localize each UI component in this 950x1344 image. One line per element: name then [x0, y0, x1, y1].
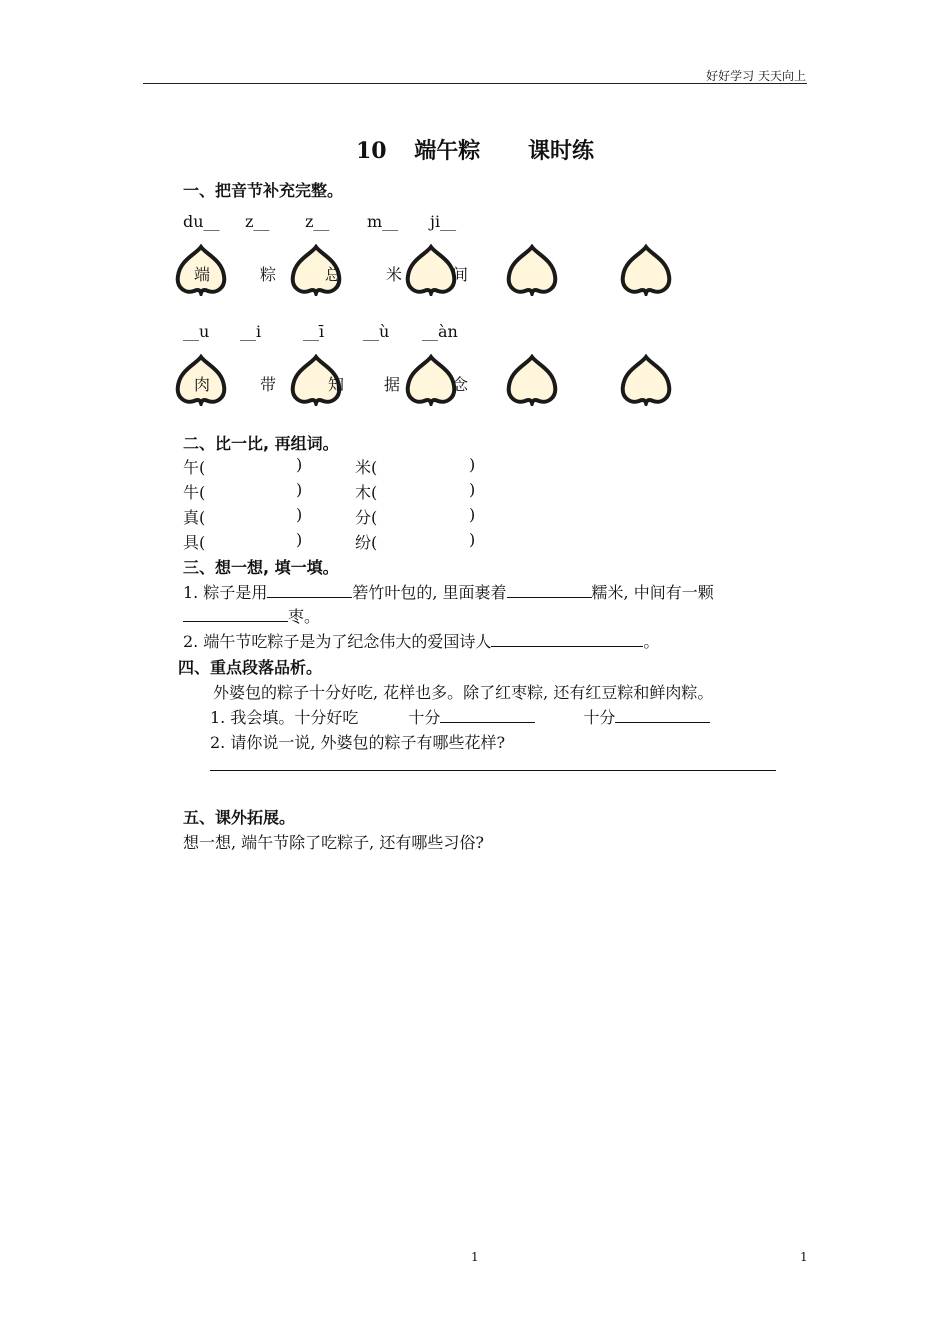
q2-part-a: 2. 端午节吃粽子是为了纪念伟大的爱国诗人	[183, 632, 492, 651]
section5-heading: 五、课外拓展。	[183, 808, 296, 827]
header-rule	[143, 83, 807, 84]
fill-question-2	[183, 629, 659, 652]
answer-blank[interactable]	[183, 607, 288, 622]
lesson-name: 端午粽	[414, 138, 481, 164]
compare-right-3: 分(	[355, 508, 378, 527]
compare-left-2: 牛(	[183, 483, 206, 502]
pinyin-2-5: __àn	[422, 322, 458, 341]
peach-icon	[619, 244, 673, 296]
page-number-right: 1	[800, 1250, 808, 1264]
answer-blank[interactable]	[491, 632, 643, 647]
answer-blank[interactable]	[267, 583, 352, 598]
fill-question-1-cont	[183, 604, 320, 627]
char-2-1: 肉	[194, 375, 211, 394]
compare-close: )	[296, 480, 303, 499]
analysis-question-2: 2. 请你说一说, 外婆包的粽子有哪些花样?	[210, 733, 506, 752]
section3-heading: 三、想一想, 填一填。	[183, 558, 339, 577]
peach-icon	[619, 354, 673, 406]
compare-close: )	[469, 480, 476, 499]
compare-close: )	[469, 530, 476, 549]
pinyin-2-1: __u	[183, 322, 210, 341]
fill-question-1	[183, 580, 714, 603]
q2-part-b: 。	[643, 632, 660, 651]
pinyin-1-3: z__	[305, 212, 330, 231]
extension-question: 想一想, 端午节除了吃粽子, 还有哪些习俗?	[183, 833, 484, 852]
compare-right-1: 米(	[355, 458, 378, 477]
char-2-2: 带	[260, 375, 277, 394]
pinyin-1-4: m__	[367, 212, 399, 231]
compare-close: )	[296, 530, 303, 549]
header-slogan: 好好学习 天天向上	[706, 69, 806, 83]
char-2-5: 念	[452, 375, 469, 394]
aq1-part-b: 十分	[408, 708, 441, 727]
section1-heading: 一、把音节补充完整。	[183, 181, 344, 200]
peach-icon	[404, 354, 458, 406]
pinyin-2-3: __ī	[303, 322, 325, 341]
pinyin-1-2: z__	[245, 212, 270, 231]
compare-left-1: 午(	[183, 458, 206, 477]
char-2-3: 知	[328, 375, 345, 394]
aq1-part-a: 1. 我会填。十分好吃	[210, 708, 359, 727]
analysis-question-1	[210, 705, 710, 728]
page-number: 1	[471, 1250, 479, 1264]
q1-part-d: 枣。	[288, 607, 321, 626]
section2-heading: 二、比一比, 再组词。	[183, 434, 339, 453]
char-1-4: 米	[386, 265, 403, 284]
peach-icon	[505, 354, 559, 406]
char-2-4: 据	[384, 375, 401, 394]
answer-line[interactable]	[210, 770, 776, 771]
pinyin-1-1: du__	[183, 212, 220, 231]
compare-right-2: 木(	[355, 483, 378, 502]
page-title	[0, 134, 950, 165]
exercise-kind: 课时练	[527, 138, 594, 164]
answer-blank[interactable]	[440, 708, 535, 723]
compare-close: )	[296, 505, 303, 524]
answer-blank[interactable]	[615, 708, 710, 723]
compare-close: )	[469, 505, 476, 524]
aq1-part-c: 十分	[583, 708, 616, 727]
lesson-number: 10	[356, 138, 387, 164]
pinyin-2-4: __ù	[363, 322, 390, 341]
q1-part-c: 糯米, 中间有一颗	[591, 583, 714, 602]
pinyin-2-2: __i	[240, 322, 262, 341]
passage-text: 外婆包的粽子十分好吃, 花样也多。除了红枣粽, 还有红豆粽和鲜肉粽。	[213, 683, 714, 702]
section4-heading: 四、重点段落品析。	[178, 658, 323, 677]
char-1-1: 端	[194, 265, 211, 284]
compare-left-3: 真(	[183, 508, 206, 527]
q1-part-b: 箬竹叶包的, 里面裹着	[352, 583, 507, 602]
compare-close: )	[469, 455, 476, 474]
char-1-5: 间	[452, 265, 469, 284]
pinyin-1-5: ji__	[430, 212, 457, 231]
compare-left-4: 具(	[183, 533, 206, 552]
compare-right-4: 纷(	[355, 533, 378, 552]
char-1-2: 粽	[260, 265, 277, 284]
answer-blank[interactable]	[507, 583, 592, 598]
compare-close: )	[296, 455, 303, 474]
peach-icon	[404, 244, 458, 296]
q1-part-a: 1. 粽子是用	[183, 583, 268, 602]
char-1-3: 总	[325, 265, 342, 284]
peach-icon	[505, 244, 559, 296]
